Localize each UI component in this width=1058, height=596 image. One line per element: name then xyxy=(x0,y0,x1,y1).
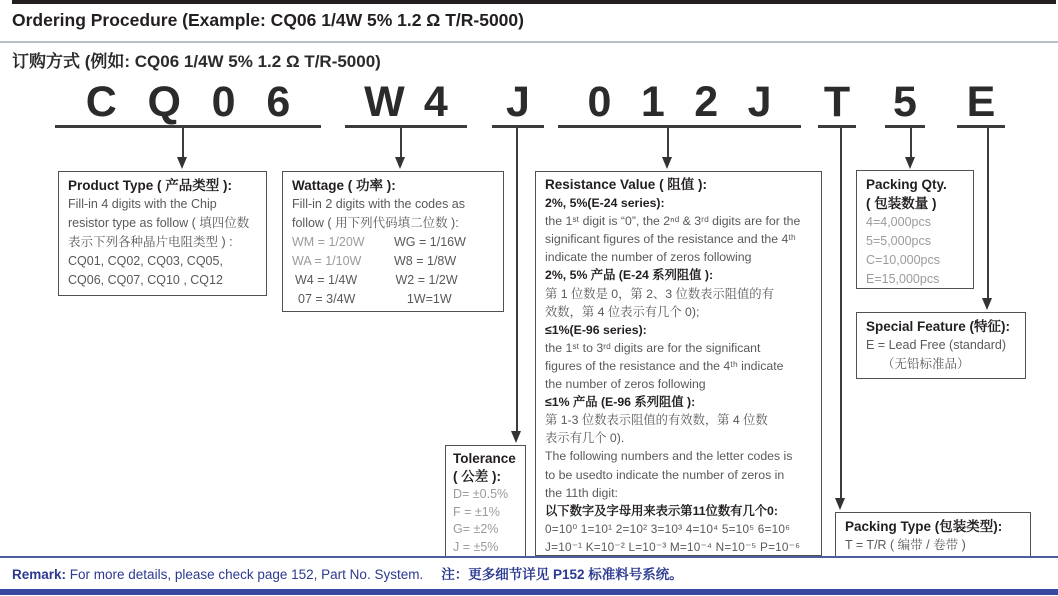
code-letter: 2 xyxy=(694,78,719,126)
box-line: 4=4,000pcs xyxy=(866,215,931,229)
code-letter: 0 xyxy=(587,78,612,126)
box-line: 2%, 5%(E-24 series): xyxy=(545,196,665,211)
box-title: Tolerance xyxy=(453,451,516,466)
box-line: 表示有几个 0). xyxy=(545,431,625,446)
top-rule xyxy=(12,0,1056,4)
box-line: to be usedto indicate the number of zeros in xyxy=(545,467,785,482)
down-arrow-icon xyxy=(982,298,992,310)
code-group-packing-qty xyxy=(885,74,925,128)
code-letter: J xyxy=(506,78,530,126)
box-line: Fill-in 4 digits with the Chip xyxy=(68,197,217,211)
title-divider xyxy=(0,41,1058,43)
wattage-code-row xyxy=(292,233,496,252)
box-line: The following numbers and the letter codes is xyxy=(545,449,793,464)
box-line: C=10,000pcs xyxy=(866,253,941,267)
box-line: 效数，第 4 位表示有几个 0); xyxy=(545,304,700,319)
code-letter: C xyxy=(85,78,117,126)
box-line: 表示下列各种晶片电阻类型 ) : xyxy=(68,235,233,249)
box-line: follow ( 用下列代码填二位数 ): xyxy=(292,216,459,230)
wattage-code-row xyxy=(292,271,496,290)
wattage-code-row xyxy=(292,252,496,271)
box-line: G= ±2% xyxy=(453,522,499,537)
down-arrow-icon xyxy=(395,157,405,169)
code-group-tolerance xyxy=(492,74,544,128)
packing-type-box xyxy=(835,512,1031,557)
box-line: D= ±0.5% xyxy=(453,487,509,501)
box-line: CQ06, CQ07, CQ10 , CQ12 xyxy=(68,273,223,287)
box-line: ≤1% 产品 (E-96 系列阻值 ): xyxy=(545,395,696,410)
packing-qty-box xyxy=(856,170,974,289)
footer-divider xyxy=(0,556,1058,558)
box-title: Resistance Value ( 阻值 ): xyxy=(545,177,708,192)
wattage-code: W8 = 1/8W xyxy=(394,254,457,268)
box-line: 0=10⁰ 1=10¹ 2=10² 3=10³ 4=10⁴ 5=10⁵ 6=10⁶ xyxy=(545,521,791,536)
down-arrow-line xyxy=(667,128,669,158)
box-title: ( 公差 ): xyxy=(453,469,501,484)
code-group-packing-type xyxy=(818,74,856,128)
box-line: the 11th digit: xyxy=(545,485,618,500)
box-line: significant figures of the resistance and the 4ᵗʰ xyxy=(545,232,796,247)
box-line: resistor type as follow ( 填四位数 xyxy=(68,216,250,230)
down-arrow-icon xyxy=(177,157,187,169)
page-title: Ordering Procedure (Example: CQ06 1/4W 5% 1.2 Ω T/R-5000) xyxy=(12,10,524,30)
code-group-special-feature xyxy=(957,74,1005,128)
box-line: F = ±1% xyxy=(453,504,500,519)
box-line: J=10⁻¹ K=10⁻² L=10⁻³ M=10⁻⁴ N=10⁻⁵ P=10⁻⁶ xyxy=(545,539,801,554)
code-letter: 4 xyxy=(423,78,448,126)
box-title: Product Type ( 产品类型 ): xyxy=(68,178,232,193)
box-line: 5=5,000pcs xyxy=(866,234,931,248)
box-line: E = Lead Free (standard) xyxy=(866,338,1007,352)
wattage-code: WG = 1/16W xyxy=(394,235,466,249)
code-letter: W xyxy=(364,78,405,126)
resistance-value-box xyxy=(535,171,822,556)
down-arrow-line xyxy=(182,128,184,158)
special-feature-box xyxy=(856,312,1026,379)
box-line: 2%, 5% 产品 (E-24 系列阻值 ): xyxy=(545,268,714,283)
code-group-product xyxy=(55,74,321,128)
down-arrow-line xyxy=(910,128,912,158)
wattage-code: WA = 1/10W xyxy=(292,254,362,268)
box-line: the number of zeros following xyxy=(545,377,706,392)
page-title-chinese: 订购方式 (例如: CQ06 1/4W 5% 1.2 Ω T/R-5000) xyxy=(12,52,381,71)
box-title: Wattage ( 功率 ): xyxy=(292,178,396,193)
box-line: CQ01, CQ02, CQ03, CQ05, xyxy=(68,254,223,268)
down-arrow-line xyxy=(516,128,518,432)
remark xyxy=(12,563,683,583)
box-line: 第 1 位数是 0，第 2、3 位数表示阻值的有 xyxy=(545,286,774,301)
wattage-code-row xyxy=(292,290,496,309)
code-letter: 1 xyxy=(640,78,665,126)
wattage-code: 1W=1W xyxy=(406,292,452,306)
box-line: Fill-in 2 digits with the codes as xyxy=(292,197,465,211)
box-line: figures of the resistance and the 4ᵗʰ indicate xyxy=(545,358,784,373)
box-title: Packing Qty. xyxy=(866,177,947,192)
code-letter: J xyxy=(747,78,772,126)
box-line: E=15,000pcs xyxy=(866,272,940,286)
box-title: ( 包装数量 ) xyxy=(866,196,937,211)
box-line: the 1ˢᵗ digit is “0”, the 2ⁿᵈ & 3ʳᵈ digits are for the xyxy=(545,214,801,229)
code-group-resistance xyxy=(558,74,801,128)
code-letter: T xyxy=(823,78,851,126)
remark-text-chinese: 注：更多细节详见 P152 标准料号系统。 xyxy=(441,567,683,582)
wattage-code: W4 = 1/4W xyxy=(295,273,358,287)
box-title: Packing Type (包装类型): xyxy=(845,519,1003,534)
box-line: （无铅标准品） xyxy=(882,357,970,371)
down-arrow-icon xyxy=(662,157,672,169)
down-arrow-icon xyxy=(905,157,915,169)
wattage-code: 07 = 3/4W xyxy=(298,292,356,306)
box-line: ≤1%(E-96 series): xyxy=(545,322,647,337)
remark-label: Remark: xyxy=(12,567,67,582)
down-arrow-line xyxy=(987,128,989,299)
code-group-wattage xyxy=(345,74,467,128)
down-arrow-icon xyxy=(511,431,521,443)
code-letter: 0 xyxy=(211,78,236,126)
wattage-code: WM = 1/20W xyxy=(292,235,365,249)
down-arrow-line xyxy=(840,128,842,499)
box-line: 第 1-3 位数表示阻值的有效数，第 4 位数 xyxy=(545,413,768,428)
down-arrow-line xyxy=(400,128,402,158)
code-letter: Q xyxy=(147,78,181,126)
wattage-code: W2 = 1/2W xyxy=(395,273,458,287)
box-line: indicate the number of zeros following xyxy=(545,250,752,265)
wattage-box xyxy=(282,171,504,312)
box-line: the 1ˢᵗ to 3ʳᵈ digits are for the significant xyxy=(545,340,761,355)
box-line: T = T/R ( 编带 / 卷带 ) xyxy=(845,538,966,552)
code-letter: 5 xyxy=(893,78,917,126)
remark-text-en: For more details, please check page 152, Part No. System. xyxy=(66,567,424,582)
code-letter: E xyxy=(966,78,996,126)
bottom-rule xyxy=(0,589,1058,595)
tolerance-box xyxy=(445,445,526,557)
box-line: 以下数字及字母用来表示第11位数有几个0: xyxy=(545,503,778,518)
code-letter: 6 xyxy=(266,78,291,126)
down-arrow-icon xyxy=(835,498,845,510)
box-title: Special Feature (特征): xyxy=(866,319,1011,334)
product-type-box xyxy=(58,171,267,296)
box-line: J = ±5% xyxy=(453,539,499,554)
